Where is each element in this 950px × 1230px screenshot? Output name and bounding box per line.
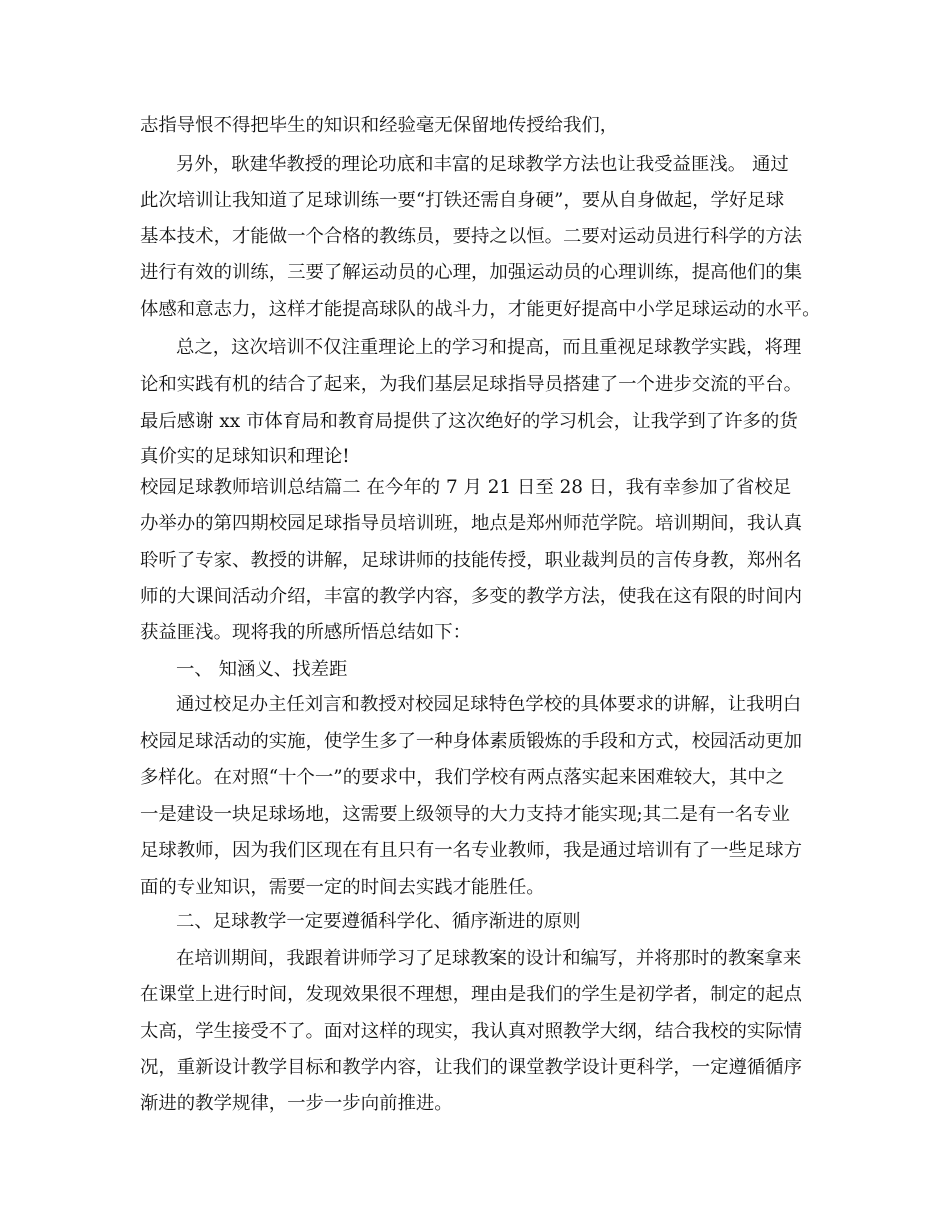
paragraph-start: 另外，耿建华教授的理论功底和丰富的足球教学方法也让我受益匪浅。 通过 bbox=[176, 154, 789, 175]
text-line: 获益匪浅。现将我的所感所悟总结如下： bbox=[140, 622, 472, 643]
text-line: 基本技术，才能做一个合格的教练员，要持之以恒。二要对运动员进行科学的方法 bbox=[140, 226, 803, 247]
text-line: 太高，学生接受不了。面对这样的现实，我认真对照教学大纲，结合我校的实际情 bbox=[140, 1021, 803, 1042]
paragraph-start: 通过校足办主任刘言和教授对校园足球特色学校的具体要求的讲解，让我明白 bbox=[176, 694, 802, 715]
text-line: 真价实的足球知识和理论! bbox=[140, 446, 350, 467]
text-line: 论和实践有机的结合了起来，为我们基层足球指导员搭建了一个进步交流的平台。 bbox=[140, 374, 803, 395]
subheading-1: 一、 知涵义、找差距 bbox=[176, 659, 348, 680]
text-line: 聆听了专家、教授的讲解，足球讲师的技能传授，职业裁判员的言传身教，郑州名 bbox=[140, 550, 803, 571]
text-line: 多样化。在对照“十个一”的要求中，我们学校有两点落实起来困难较大，其中之 bbox=[140, 767, 785, 788]
paragraph-start: 在培训期间，我跟着讲师学习了足球教案的设计和编写，并将那时的教案拿来 bbox=[176, 948, 802, 969]
text-line: 进行有效的训练，三要了解运动员的心理，加强运动员的心理训练，提高他们的集 bbox=[140, 262, 803, 283]
section-title-line: 校园足球教师培训总结篇二 在今年的 7 月 21 日至 28 日，我有幸参加了省校足 bbox=[140, 477, 792, 498]
text-line: 师的大课间活动介绍，丰富的教学内容，多变的教学方法，使我在这有限的时间内 bbox=[140, 586, 803, 607]
text-line: 渐进的教学规律，一步一步向前推进。 bbox=[140, 1093, 453, 1114]
text-line: 校园足球活动的实施，使学生多了一种身体素质锻炼的手段和方式，校园活动更加 bbox=[140, 731, 803, 752]
text-line: 面的专业知识，需要一定的时间去实践才能胜任。 bbox=[140, 877, 545, 898]
text-line: 此次培训让我知道了足球训练一要“打铁还需自身硬”，要从自身做起，学好足球 bbox=[140, 190, 785, 211]
text-line: 足球教师，因为我们区现在有且只有一名专业教师，我是通过培训有了一些足球方 bbox=[140, 840, 803, 861]
text-line: 最后感谢 xx 市体育局和教育局提供了这次绝好的学习机会，让我学到了许多的货 bbox=[140, 411, 798, 432]
text-line: 一是建设一块足球场地，这需要上级领导的大力支持才能实现;其二是有一名专业 bbox=[140, 804, 790, 825]
subheading-2: 二、足球教学一定要遵循科学化、循序渐进的原则 bbox=[176, 911, 581, 932]
text-line: 况，重新设计教学目标和教学内容，让我们的课堂教学设计更科学，一定遵循循序 bbox=[140, 1057, 803, 1078]
text-line: 办举办的第四期校园足球指导员培训班，地点是郑州师范学院。培训期间，我认真 bbox=[140, 513, 803, 534]
text-line: 志指导恨不得把毕生的知识和经验毫无保留地传授给我们， bbox=[140, 115, 619, 136]
text-line: 体感和意志力，这样才能提高球队的战斗力，才能更好提高中小学足球运动的水平。 bbox=[140, 299, 821, 320]
text-line: 在课堂上进行时间，发现效果很不理想，理由是我们的学生是初学者，制定的起点 bbox=[140, 984, 803, 1005]
paragraph-start: 总之，这次培训不仅注重理论上的学习和提高，而且重视足球教学实践，将理 bbox=[176, 337, 802, 358]
